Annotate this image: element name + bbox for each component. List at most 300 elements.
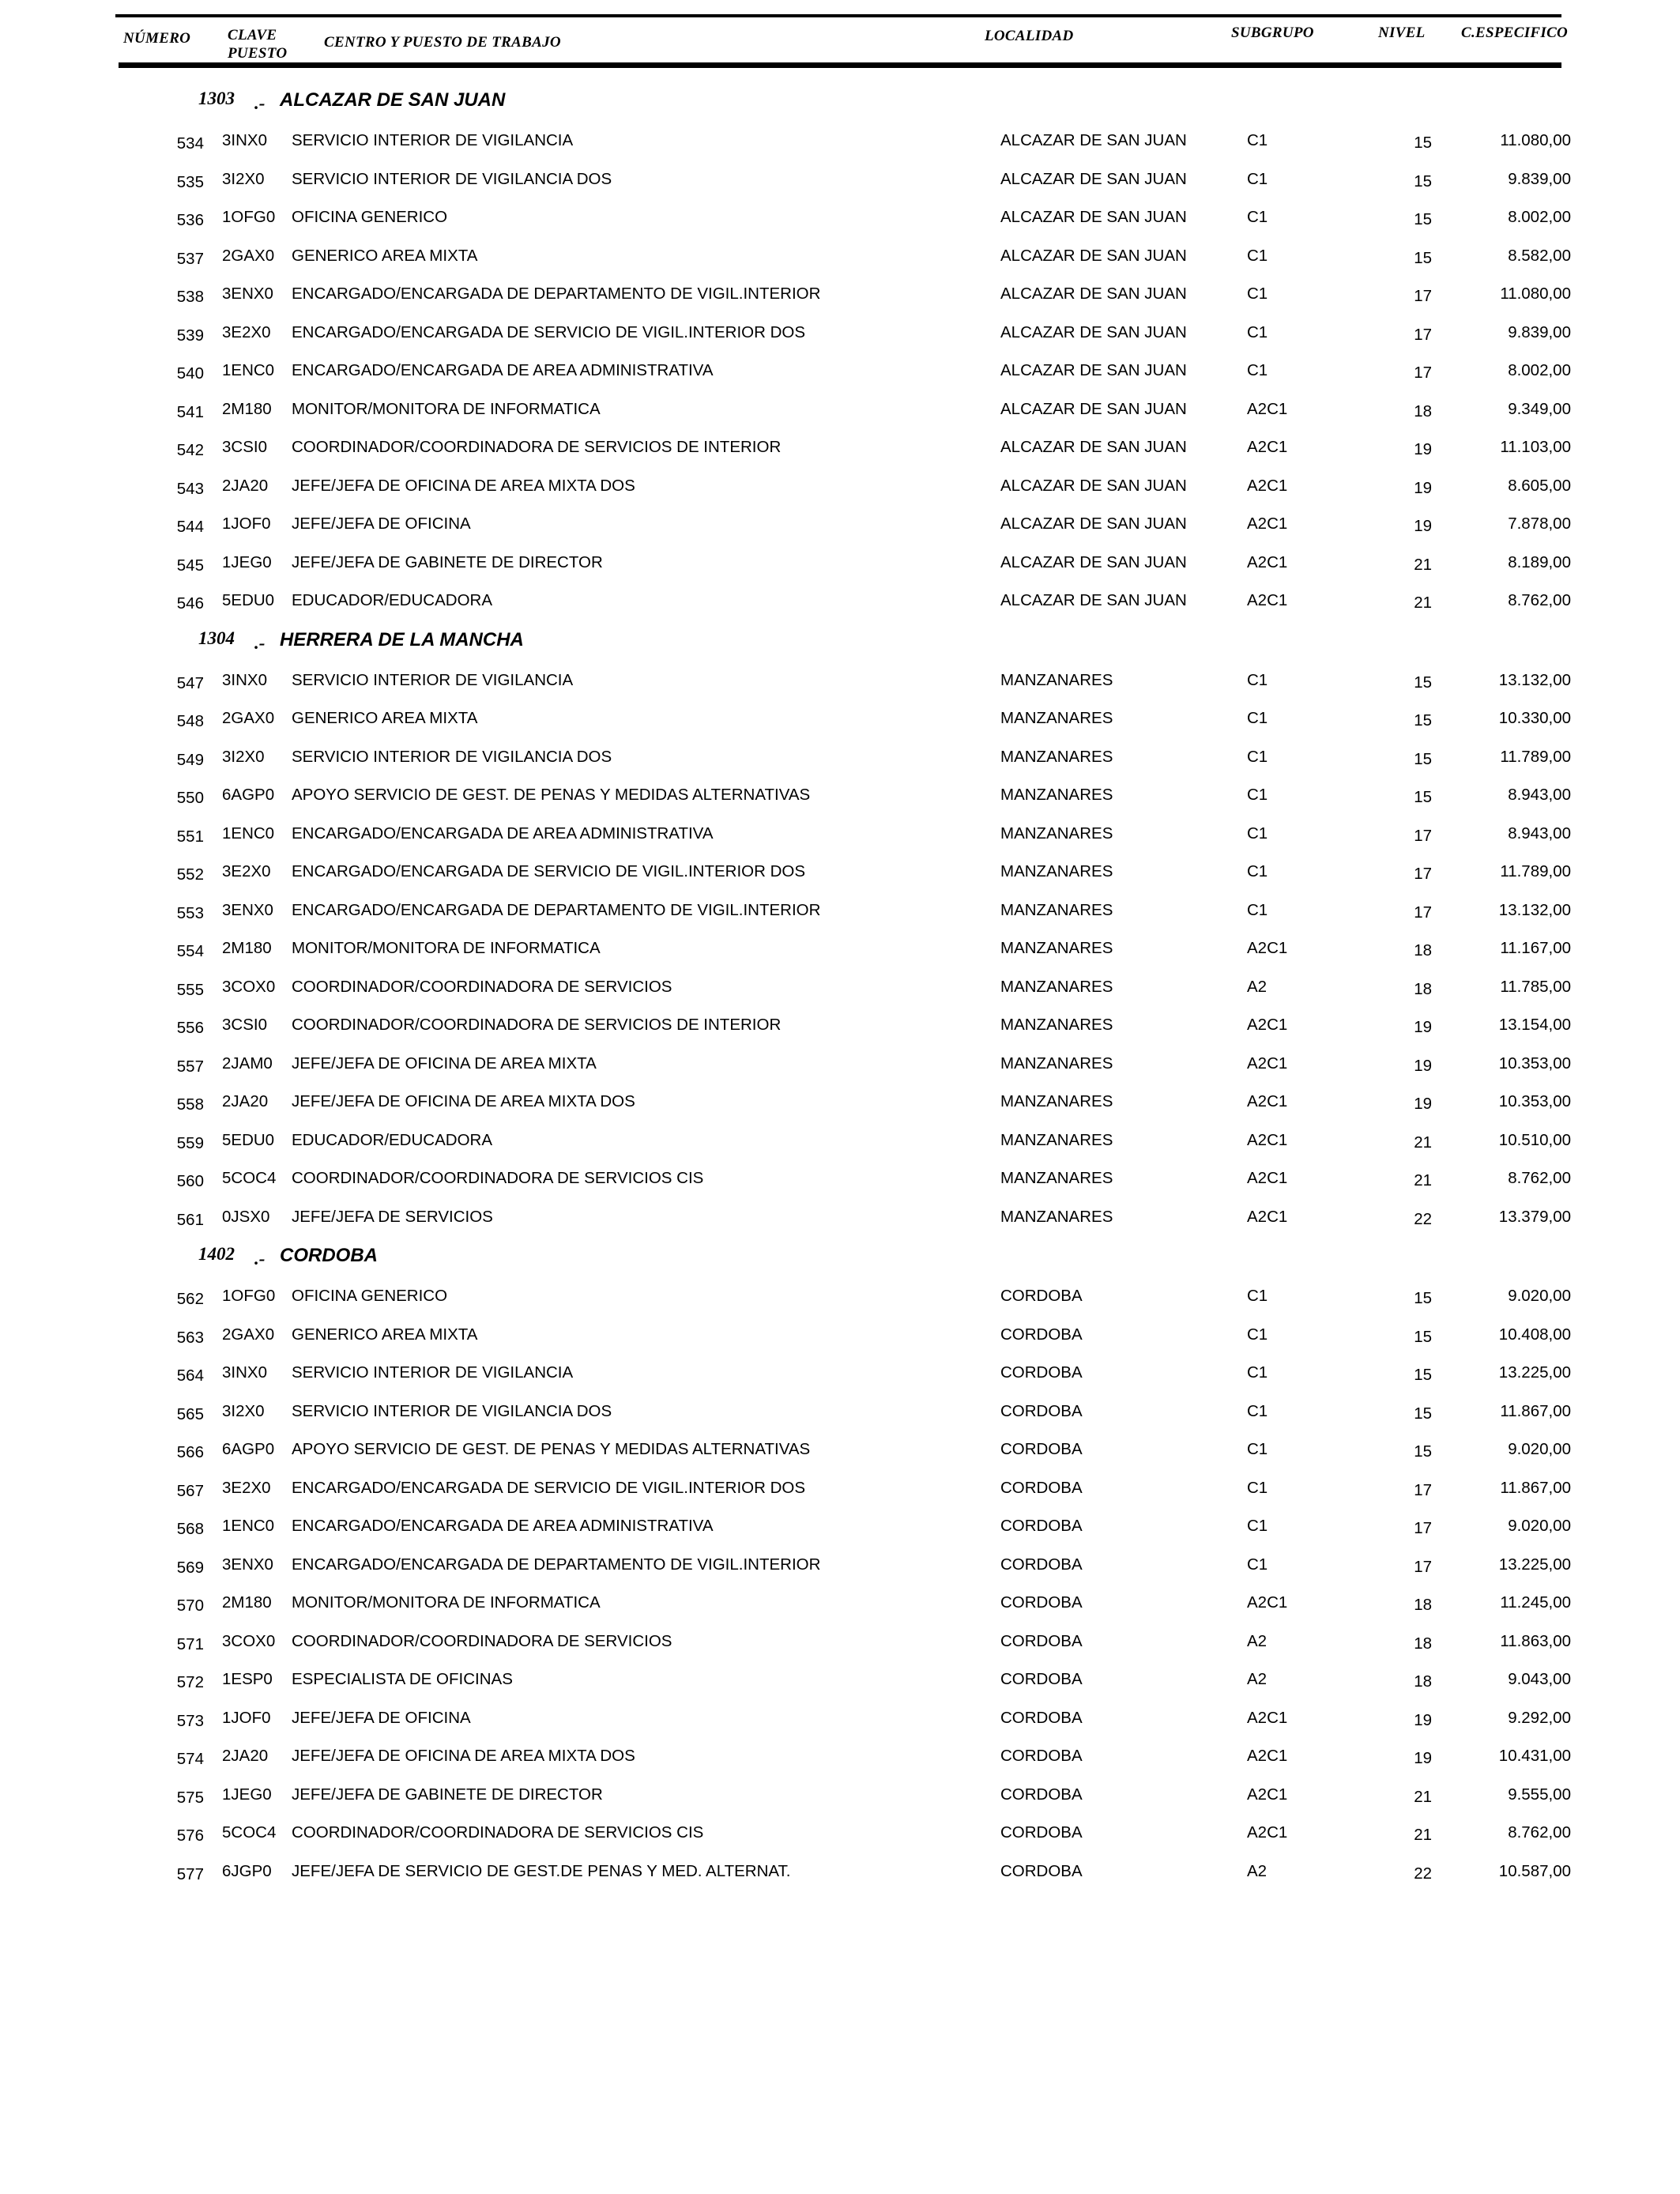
- cell-numero: 563: [176, 1328, 204, 1347]
- header-clave-line2: PUESTO: [228, 45, 288, 62]
- cell-cespecifico: 13.379,00: [1498, 1207, 1571, 1226]
- header-centro: CENTRO Y PUESTO DE TRABAJO: [324, 34, 561, 51]
- cell-puesto: ENCARGADO/ENCARGADA DE SERVICIO DE VIGIL.INTERIOR DOS: [292, 862, 806, 880]
- cell-clave: 2JA20: [222, 1747, 269, 1765]
- cell-localidad: CORDOBA: [1000, 1440, 1083, 1458]
- cell-clave: 3COX0: [222, 977, 276, 996]
- cell-subgrupo: C1: [1247, 285, 1268, 303]
- cell-numero: 547: [176, 673, 204, 692]
- cell-localidad: ALCAZAR DE SAN JUAN: [1000, 322, 1187, 341]
- cell-puesto: COORDINADOR/COORDINADORA DE SERVICIOS CIS: [292, 1823, 704, 1842]
- table-row: [0, 1815, 1680, 1854]
- cell-cespecifico: 11.080,00: [1500, 131, 1571, 149]
- table-row: [0, 1471, 1680, 1510]
- cell-localidad: MANZANARES: [1000, 900, 1113, 919]
- cell-cespecifico: 11.789,00: [1500, 862, 1571, 880]
- cell-nivel: 18: [1414, 979, 1432, 998]
- cell-nivel: 22: [1414, 1209, 1432, 1228]
- cell-cespecifico: 11.789,00: [1500, 747, 1571, 766]
- cell-clave: 1JOF0: [222, 515, 271, 533]
- cell-puesto: EDUCADOR/EDUCADORA: [292, 591, 492, 609]
- cell-puesto: MONITOR/MONITORA DE INFORMATICA: [292, 939, 601, 957]
- cell-puesto: COORDINADOR/COORDINADORA DE SERVICIOS: [292, 1631, 672, 1650]
- cell-localidad: MANZANARES: [1000, 862, 1113, 880]
- cell-clave: 3E2X0: [222, 1478, 271, 1497]
- cell-subgrupo: A2C1: [1247, 591, 1288, 609]
- table-row: [0, 1394, 1680, 1433]
- cell-puesto: SERVICIO INTERIOR DE VIGILANCIA DOS: [292, 1401, 612, 1420]
- cell-nivel: 17: [1414, 865, 1432, 883]
- cell-nivel: 15: [1414, 248, 1432, 267]
- section-code: 1402: [198, 1244, 235, 1264]
- cell-puesto: SERVICIO INTERIOR DE VIGILANCIA DOS: [292, 169, 612, 188]
- cell-numero: 575: [176, 1788, 204, 1807]
- cell-subgrupo: A2C1: [1247, 1823, 1288, 1842]
- cell-localidad: CORDOBA: [1000, 1747, 1083, 1765]
- cell-localidad: CORDOBA: [1000, 1861, 1083, 1880]
- cell-subgrupo: C1: [1247, 361, 1268, 379]
- cell-subgrupo: A2C1: [1247, 399, 1288, 418]
- cell-numero: 570: [176, 1596, 204, 1615]
- cell-localidad: CORDOBA: [1000, 1478, 1083, 1497]
- cell-cespecifico: 10.510,00: [1498, 1130, 1571, 1149]
- cell-cespecifico: 9.349,00: [1508, 399, 1571, 418]
- cell-clave: 2GAX0: [222, 709, 275, 727]
- cell-nivel: 21: [1414, 594, 1432, 612]
- section-code: 1304: [198, 628, 235, 648]
- cell-subgrupo: A2: [1247, 1631, 1268, 1650]
- cell-subgrupo: C1: [1247, 1555, 1268, 1574]
- cell-clave: 3CSI0: [222, 438, 267, 456]
- table-row: [0, 1084, 1680, 1123]
- cell-clave: 1OFG0: [222, 1287, 276, 1305]
- cell-cespecifico: 10.330,00: [1498, 709, 1571, 727]
- cell-cespecifico: 9.292,00: [1508, 1708, 1571, 1727]
- cell-cespecifico: 13.132,00: [1498, 670, 1571, 689]
- cell-clave: 2JA20: [222, 476, 269, 495]
- cell-localidad: ALCAZAR DE SAN JUAN: [1000, 591, 1187, 609]
- cell-localidad: MANZANARES: [1000, 1169, 1113, 1187]
- cell-clave: 1ESP0: [222, 1670, 273, 1688]
- cell-subgrupo: A2C1: [1247, 1054, 1288, 1072]
- cell-cespecifico: 8.943,00: [1508, 786, 1571, 804]
- cell-clave: 3I2X0: [222, 1401, 265, 1420]
- cell-puesto: APOYO SERVICIO DE GEST. DE PENAS Y MEDIDAS ALTERNATIVAS: [292, 1440, 811, 1458]
- cell-nivel: 17: [1414, 1480, 1432, 1499]
- cell-numero: 554: [176, 942, 204, 960]
- table-row: [0, 1200, 1680, 1238]
- cell-clave: 2M180: [222, 939, 272, 957]
- cell-puesto: OFICINA GENERICO: [292, 1287, 448, 1305]
- header-subgrupo: SUBGRUPO: [1231, 25, 1314, 41]
- header-clave-puesto: [228, 26, 287, 62]
- cell-numero: 577: [176, 1864, 204, 1883]
- cell-puesto: SERVICIO INTERIOR DE VIGILANCIA: [292, 1363, 574, 1382]
- cell-puesto: COORDINADOR/COORDINADORA DE SERVICIOS CIS: [292, 1169, 704, 1187]
- cell-localidad: MANZANARES: [1000, 824, 1113, 843]
- cell-subgrupo: A2C1: [1247, 1169, 1288, 1187]
- cell-nivel: 18: [1414, 1596, 1432, 1614]
- cell-numero: 535: [176, 172, 204, 191]
- cell-localidad: MANZANARES: [1000, 977, 1113, 996]
- cell-localidad: ALCAZAR DE SAN JUAN: [1000, 285, 1187, 303]
- table-row: [0, 583, 1680, 622]
- cell-subgrupo: A2C1: [1247, 1016, 1288, 1034]
- cell-nivel: 21: [1414, 555, 1432, 574]
- cell-clave: 2GAX0: [222, 246, 275, 265]
- cell-numero: 565: [176, 1404, 204, 1423]
- table-row: [0, 545, 1680, 584]
- cell-subgrupo: A2C1: [1247, 438, 1288, 456]
- cell-cespecifico: 9.555,00: [1508, 1785, 1571, 1804]
- cell-localidad: ALCAZAR DE SAN JUAN: [1000, 399, 1187, 418]
- cell-subgrupo: C1: [1247, 131, 1268, 149]
- cell-numero: 566: [176, 1443, 204, 1461]
- cell-nivel: 15: [1414, 1366, 1432, 1384]
- cell-cespecifico: 9.020,00: [1508, 1287, 1571, 1305]
- cell-localidad: MANZANARES: [1000, 709, 1113, 727]
- cell-localidad: MANZANARES: [1000, 939, 1113, 957]
- cell-puesto: SERVICIO INTERIOR DE VIGILANCIA: [292, 670, 574, 689]
- cell-localidad: ALCAZAR DE SAN JUAN: [1000, 169, 1187, 188]
- cell-cespecifico: 11.167,00: [1500, 939, 1571, 957]
- cell-subgrupo: C1: [1247, 824, 1268, 843]
- table-row: [0, 970, 1680, 1008]
- cell-cespecifico: 8.189,00: [1508, 552, 1571, 571]
- cell-nivel: 15: [1414, 134, 1432, 152]
- cell-numero: 538: [176, 288, 204, 306]
- cell-cespecifico: 11.080,00: [1500, 285, 1571, 303]
- cell-localidad: CORDOBA: [1000, 1593, 1083, 1612]
- section-code: 1303: [198, 89, 235, 108]
- cell-puesto: SERVICIO INTERIOR DE VIGILANCIA: [292, 131, 574, 149]
- cell-cespecifico: 8.605,00: [1508, 476, 1571, 495]
- section-name: ALCAZAR DE SAN JUAN: [280, 89, 506, 111]
- cell-cespecifico: 9.839,00: [1508, 322, 1571, 341]
- cell-subgrupo: A2C1: [1247, 1708, 1288, 1727]
- cell-cespecifico: 11.103,00: [1500, 438, 1571, 456]
- cell-cespecifico: 10.353,00: [1498, 1092, 1571, 1110]
- cell-numero: 555: [176, 980, 204, 999]
- cell-subgrupo: A2: [1247, 977, 1268, 996]
- table-row: [0, 1355, 1680, 1394]
- cell-nivel: 19: [1414, 440, 1432, 458]
- cell-numero: 539: [176, 326, 204, 345]
- cell-puesto: GENERICO AREA MIXTA: [292, 1325, 478, 1344]
- cell-subgrupo: C1: [1247, 670, 1268, 689]
- cell-nivel: 18: [1414, 1634, 1432, 1653]
- cell-puesto: ENCARGADO/ENCARGADA DE SERVICIO DE VIGIL.INTERIOR DOS: [292, 1478, 806, 1497]
- table-row: [0, 1701, 1680, 1740]
- cell-localidad: ALCAZAR DE SAN JUAN: [1000, 438, 1187, 456]
- cell-subgrupo: C1: [1247, 1517, 1268, 1535]
- cell-clave: 3E2X0: [222, 322, 271, 341]
- cell-subgrupo: A2C1: [1247, 1130, 1288, 1149]
- cell-cespecifico: 11.245,00: [1500, 1593, 1571, 1612]
- header-nivel: NIVEL: [1378, 25, 1426, 41]
- cell-subgrupo: C1: [1247, 1478, 1268, 1497]
- section-name: CORDOBA: [280, 1245, 378, 1266]
- cell-numero: 569: [176, 1558, 204, 1577]
- cell-puesto: ENCARGADO/ENCARGADA DE DEPARTAMENTO DE VIGIL.INTERIOR: [292, 900, 821, 919]
- cell-localidad: MANZANARES: [1000, 1054, 1113, 1072]
- cell-clave: 1ENC0: [222, 1517, 275, 1535]
- cell-localidad: CORDOBA: [1000, 1401, 1083, 1420]
- cell-puesto: JEFE/JEFA DE OFICINA DE AREA MIXTA DOS: [292, 1092, 635, 1110]
- cell-cespecifico: 8.943,00: [1508, 824, 1571, 843]
- cell-puesto: ENCARGADO/ENCARGADA DE AREA ADMINISTRATIVA: [292, 361, 714, 379]
- cell-puesto: EDUCADOR/EDUCADORA: [292, 1130, 492, 1149]
- cell-nivel: 17: [1414, 287, 1432, 305]
- cell-localidad: MANZANARES: [1000, 1130, 1113, 1149]
- cell-puesto: ENCARGADO/ENCARGADA DE AREA ADMINISTRATIVA: [292, 824, 714, 843]
- cell-localidad: MANZANARES: [1000, 1207, 1113, 1226]
- cell-clave: 5EDU0: [222, 1130, 275, 1149]
- cell-nivel: 19: [1414, 1749, 1432, 1767]
- table-row: [0, 1509, 1680, 1547]
- cell-cespecifico: 11.867,00: [1500, 1401, 1571, 1420]
- cell-nivel: 18: [1414, 941, 1432, 959]
- cell-cespecifico: 10.431,00: [1498, 1747, 1571, 1765]
- cell-subgrupo: C1: [1247, 1325, 1268, 1344]
- cell-clave: 6AGP0: [222, 786, 275, 804]
- cell-cespecifico: 8.582,00: [1508, 246, 1571, 265]
- cell-localidad: CORDOBA: [1000, 1555, 1083, 1574]
- cell-localidad: ALCAZAR DE SAN JUAN: [1000, 208, 1187, 226]
- cell-subgrupo: A2C1: [1247, 1207, 1288, 1226]
- cell-subgrupo: A2: [1247, 1670, 1268, 1688]
- cell-clave: 3I2X0: [222, 169, 265, 188]
- cell-clave: 3ENX0: [222, 900, 273, 919]
- cell-subgrupo: C1: [1247, 1363, 1268, 1382]
- table-row: [0, 1547, 1680, 1586]
- cell-clave: 6AGP0: [222, 1440, 275, 1458]
- cell-localidad: MANZANARES: [1000, 1016, 1113, 1034]
- cell-puesto: COORDINADOR/COORDINADORA DE SERVICIOS DE INTERIOR: [292, 1016, 782, 1034]
- cell-nivel: 17: [1414, 325, 1432, 344]
- cell-puesto: ENCARGADO/ENCARGADA DE DEPARTAMENTO DE VIGIL.INTERIOR: [292, 285, 821, 303]
- cell-puesto: JEFE/JEFA DE SERVICIOS: [292, 1207, 493, 1226]
- cell-cespecifico: 13.132,00: [1498, 900, 1571, 919]
- cell-cespecifico: 8.762,00: [1508, 591, 1571, 609]
- cell-puesto: SERVICIO INTERIOR DE VIGILANCIA DOS: [292, 747, 612, 766]
- table-row: [0, 1739, 1680, 1777]
- table-row: [0, 1046, 1680, 1085]
- cell-numero: 537: [176, 249, 204, 268]
- cell-subgrupo: C1: [1247, 1287, 1268, 1305]
- cell-numero: 561: [176, 1210, 204, 1229]
- cell-subgrupo: A2C1: [1247, 476, 1288, 495]
- section-separator: .-: [254, 1249, 266, 1269]
- cell-localidad: CORDOBA: [1000, 1823, 1083, 1842]
- cell-numero: 546: [176, 594, 204, 613]
- cell-localidad: CORDOBA: [1000, 1670, 1083, 1688]
- table-row: [0, 1318, 1680, 1356]
- cell-localidad: CORDOBA: [1000, 1785, 1083, 1804]
- table-row: [0, 430, 1680, 469]
- cell-nivel: 15: [1414, 172, 1432, 190]
- cell-localidad: MANZANARES: [1000, 786, 1113, 804]
- section-header: [0, 82, 1680, 123]
- cell-localidad: ALCAZAR DE SAN JUAN: [1000, 246, 1187, 265]
- cell-localidad: ALCAZAR DE SAN JUAN: [1000, 552, 1187, 571]
- table-row: [0, 1008, 1680, 1046]
- cell-clave: 5COC4: [222, 1823, 277, 1842]
- cell-subgrupo: A2C1: [1247, 552, 1288, 571]
- cell-puesto: JEFE/JEFA DE GABINETE DE DIRECTOR: [292, 552, 603, 571]
- cell-cespecifico: 8.002,00: [1508, 361, 1571, 379]
- cell-nivel: 19: [1414, 1056, 1432, 1075]
- table-row: [0, 507, 1680, 545]
- table-row: [0, 778, 1680, 816]
- cell-numero: 560: [176, 1172, 204, 1190]
- cell-clave: 1JEG0: [222, 1785, 272, 1804]
- table-row: [0, 315, 1680, 354]
- cell-clave: 2GAX0: [222, 1325, 275, 1344]
- table-row: [0, 816, 1680, 855]
- cell-clave: 2M180: [222, 1593, 272, 1612]
- cell-numero: 534: [176, 134, 204, 153]
- cell-numero: 536: [176, 211, 204, 229]
- cell-nivel: 18: [1414, 1672, 1432, 1691]
- cell-numero: 543: [176, 479, 204, 498]
- section-header: [0, 622, 1680, 663]
- cell-nivel: 21: [1414, 1787, 1432, 1806]
- cell-cespecifico: 9.020,00: [1508, 1440, 1571, 1458]
- cell-puesto: OFICINA GENERICO: [292, 208, 448, 226]
- table-row: [0, 1432, 1680, 1471]
- header-numero: NÚMERO: [123, 30, 191, 47]
- cell-clave: 3INX0: [222, 1363, 267, 1382]
- cell-numero: 568: [176, 1520, 204, 1538]
- table-row: [0, 854, 1680, 893]
- cell-numero: 576: [176, 1826, 204, 1845]
- cell-nivel: 19: [1414, 1095, 1432, 1113]
- cell-clave: 1OFG0: [222, 208, 276, 226]
- cell-clave: 1JEG0: [222, 552, 272, 571]
- cell-subgrupo: C1: [1247, 246, 1268, 265]
- cell-puesto: JEFE/JEFA DE OFICINA DE AREA MIXTA: [292, 1054, 597, 1072]
- cell-nivel: 15: [1414, 788, 1432, 806]
- cell-numero: 545: [176, 556, 204, 575]
- cell-localidad: CORDOBA: [1000, 1631, 1083, 1650]
- cell-numero: 556: [176, 1019, 204, 1037]
- table-row: [0, 1777, 1680, 1816]
- table-row: [0, 277, 1680, 315]
- cell-nivel: 15: [1414, 1404, 1432, 1423]
- cell-cespecifico: 13.225,00: [1498, 1363, 1571, 1382]
- cell-subgrupo: C1: [1247, 709, 1268, 727]
- cell-nivel: 17: [1414, 1557, 1432, 1576]
- cell-nivel: 17: [1414, 1519, 1432, 1537]
- header-cespecifico: C.ESPECIFICO: [1461, 25, 1569, 41]
- cell-cespecifico: 8.762,00: [1508, 1169, 1571, 1187]
- cell-localidad: ALCAZAR DE SAN JUAN: [1000, 361, 1187, 379]
- cell-numero: 562: [176, 1290, 204, 1308]
- table-row: [0, 1585, 1680, 1624]
- cell-subgrupo: C1: [1247, 208, 1268, 226]
- cell-clave: 6JGP0: [222, 1861, 272, 1880]
- cell-subgrupo: A2C1: [1247, 1092, 1288, 1110]
- table-row: [0, 931, 1680, 970]
- table-row: [0, 162, 1680, 201]
- cell-cespecifico: 10.587,00: [1498, 1861, 1571, 1880]
- cell-cespecifico: 10.353,00: [1498, 1054, 1571, 1072]
- cell-clave: 2JAM0: [222, 1054, 273, 1072]
- cell-clave: 5COC4: [222, 1169, 277, 1187]
- table-row: [0, 200, 1680, 239]
- cell-clave: 5EDU0: [222, 591, 275, 609]
- cell-localidad: CORDOBA: [1000, 1708, 1083, 1727]
- cell-clave: 1JOF0: [222, 1708, 271, 1727]
- header-localidad: LOCALIDAD: [985, 28, 1074, 44]
- cell-numero: 549: [176, 750, 204, 769]
- cell-puesto: COORDINADOR/COORDINADORA DE SERVICIOS DE INTERIOR: [292, 438, 782, 456]
- table-row: [0, 1624, 1680, 1663]
- table-row: [0, 1662, 1680, 1701]
- table-row: [0, 1854, 1680, 1893]
- cell-nivel: 19: [1414, 1018, 1432, 1036]
- table-row: [0, 123, 1680, 162]
- cell-numero: 564: [176, 1367, 204, 1385]
- header-clave-line1: CLAVE: [228, 27, 277, 43]
- cell-clave: 3INX0: [222, 670, 267, 689]
- cell-subgrupo: A2C1: [1247, 1593, 1288, 1612]
- cell-cespecifico: 9.043,00: [1508, 1670, 1571, 1688]
- cell-clave: 1ENC0: [222, 361, 275, 379]
- cell-subgrupo: C1: [1247, 862, 1268, 880]
- cell-clave: 1ENC0: [222, 824, 275, 843]
- cell-numero: 544: [176, 518, 204, 536]
- cell-nivel: 15: [1414, 711, 1432, 729]
- cell-nivel: 15: [1414, 749, 1432, 768]
- cell-nivel: 15: [1414, 1327, 1432, 1346]
- cell-localidad: ALCAZAR DE SAN JUAN: [1000, 131, 1187, 149]
- cell-nivel: 19: [1414, 478, 1432, 497]
- cell-cespecifico: 8.762,00: [1508, 1823, 1571, 1842]
- section-separator: .-: [254, 632, 266, 653]
- positions-table: [0, 82, 1680, 1892]
- cell-numero: 557: [176, 1057, 204, 1076]
- cell-nivel: 19: [1414, 517, 1432, 535]
- cell-puesto: ENCARGADO/ENCARGADA DE DEPARTAMENTO DE VIGIL.INTERIOR: [292, 1555, 821, 1574]
- cell-puesto: JEFE/JEFA DE OFICINA: [292, 515, 471, 533]
- cell-subgrupo: C1: [1247, 747, 1268, 766]
- cell-puesto: JEFE/JEFA DE OFICINA: [292, 1708, 471, 1727]
- table-row: [0, 663, 1680, 702]
- section-separator: .-: [254, 93, 266, 113]
- cell-subgrupo: A2C1: [1247, 1747, 1288, 1765]
- cell-cespecifico: 7.878,00: [1508, 515, 1571, 533]
- table-row: [0, 740, 1680, 778]
- cell-clave: 3I2X0: [222, 747, 265, 766]
- cell-puesto: GENERICO AREA MIXTA: [292, 246, 478, 265]
- cell-nivel: 22: [1414, 1864, 1432, 1883]
- cell-subgrupo: A2C1: [1247, 1785, 1288, 1804]
- table-row: [0, 701, 1680, 740]
- cell-cespecifico: 10.408,00: [1498, 1325, 1571, 1344]
- cell-cespecifico: 13.225,00: [1498, 1555, 1571, 1574]
- cell-clave: 3ENX0: [222, 1555, 273, 1574]
- cell-subgrupo: A2C1: [1247, 939, 1288, 957]
- cell-numero: 559: [176, 1133, 204, 1152]
- section-header: [0, 1238, 1680, 1279]
- cell-nivel: 17: [1414, 826, 1432, 845]
- cell-numero: 558: [176, 1095, 204, 1114]
- cell-localidad: CORDOBA: [1000, 1325, 1083, 1344]
- cell-localidad: CORDOBA: [1000, 1517, 1083, 1535]
- cell-localidad: CORDOBA: [1000, 1287, 1083, 1305]
